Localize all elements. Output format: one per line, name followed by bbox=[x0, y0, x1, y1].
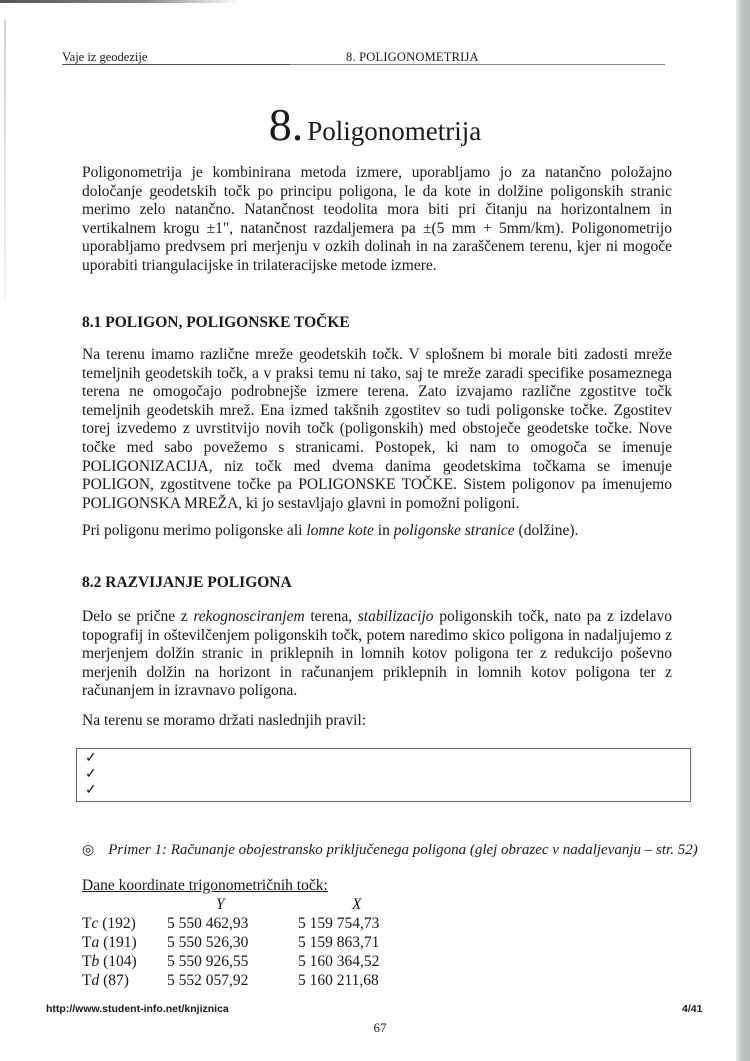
example-text: Primer 1: Računanje obojestransko priključenega poligona (glej obrazec v nadaljevanju – str. 52) bbox=[108, 842, 698, 858]
point-x: 5 159 863,71 bbox=[298, 934, 380, 951]
section-8-2-paragraph bbox=[82, 608, 672, 701]
point-name: Tb (104) bbox=[82, 953, 137, 970]
coordinates-header-row bbox=[82, 895, 482, 914]
footer-sheet-number: 4/41 bbox=[682, 1003, 703, 1015]
scan-edge-left bbox=[4, 20, 6, 300]
p-start: Delo se prične z bbox=[82, 608, 194, 625]
term-lomne-kote: lomne kote bbox=[306, 522, 374, 539]
point-x: 5 160 364,52 bbox=[298, 953, 380, 970]
point-x: 5 159 754,73 bbox=[298, 915, 380, 932]
measure-paragraph bbox=[82, 522, 672, 541]
check-icon: ✓ bbox=[85, 783, 97, 798]
point-y: 5 552 057,92 bbox=[167, 972, 249, 989]
term-rekognosciranjem: rekognosciranjem bbox=[193, 608, 305, 625]
chapter-title-text: Poligonometrija bbox=[307, 116, 482, 146]
point-y: 5 550 462,93 bbox=[167, 915, 249, 932]
example-line bbox=[82, 842, 698, 859]
table-row bbox=[82, 933, 482, 952]
scan-edge-right bbox=[736, 0, 750, 1061]
page-number: 67 bbox=[373, 1020, 387, 1035]
header-chapter-rule bbox=[290, 50, 665, 65]
footer-url-link[interactable]: http://www.student-info.net/knjiznica bbox=[46, 1003, 229, 1015]
chapter-title bbox=[0, 100, 750, 150]
column-header-y: Y bbox=[216, 896, 225, 913]
check-icon: ✓ bbox=[85, 751, 97, 766]
term-poligonske-stranice: poligonske stranice bbox=[393, 522, 515, 539]
point-name: Tc (192) bbox=[82, 915, 136, 932]
header-chapter: 8. POLIGONOMETRIJA bbox=[346, 50, 479, 64]
section-8-1-paragraph: Na terenu imamo različne mreže geodetskih točk. V splošnem bi morale biti zadosti mreže temeljnih geodetskih točk, a v praksi temu ni tako, saj te mreže zaradi specifike posameznega terena ne omogočajo podrobnejše izmere terena. Zato izvajamo različne zgostitve točk temeljnih geodetskih mrež. Ena izmed takšnih zgostitev so tudi poligonske točke. Zgostitev torej izvedemo z uvrstitvijo novih točk (poligonskih) med obstoječe geodetske točke. Nove točke med sabo povežemo s stranicami. Postopek, ki nam to omogoča se imenuje POLIGONIZACIJA, niz točk med dvema danima geodetskima točkama se imenuje POLIGON, zgostitvene točke pa POLIGONSKE TOČKE. Sistem poligonov pa imenujemo POLIGONSKA MREŽA, ki jo sestavljajo glavni in pomožni poligoni. bbox=[82, 346, 672, 512]
scan-edge-top bbox=[0, 0, 240, 3]
coordinates-title: Dane koordinate trigonometričnih točk: bbox=[82, 877, 328, 894]
measure-suffix: (dolžine). bbox=[514, 522, 579, 539]
section-8-1-heading: 8.1 POLIGON, POLIGONSKE TOČKE bbox=[82, 314, 350, 331]
point-x: 5 160 211,68 bbox=[298, 972, 379, 989]
target-bullet-icon: ◎ bbox=[82, 843, 95, 858]
check-icon: ✓ bbox=[85, 767, 97, 782]
rules-checklist-box bbox=[76, 748, 691, 802]
running-header bbox=[62, 50, 665, 65]
section-8-2-heading: 8.2 RAZVIJANJE POLIGONA bbox=[82, 574, 292, 591]
point-name: Ta (191) bbox=[82, 934, 137, 951]
coordinates-table bbox=[82, 895, 482, 990]
column-header-x: X bbox=[352, 896, 362, 913]
table-row bbox=[82, 952, 482, 971]
point-name: Td (87) bbox=[82, 972, 129, 989]
header-book-title: Vaje iz geodezije bbox=[62, 50, 290, 65]
table-row bbox=[82, 914, 482, 933]
measure-prefix: Pri poligonu merimo poligonske ali bbox=[82, 522, 307, 539]
p-mid: terena, bbox=[304, 608, 358, 625]
chapter-number: 8. bbox=[268, 99, 304, 150]
point-y: 5 550 526,30 bbox=[167, 934, 249, 951]
p-rest: poligonskih točk, nato pa z izdelavo topografij in oštevilčenjem poligonskih točk, potem naredimo skico poligona in nadaljujemo z merjenjem dolžin stranic in priklepnih in lomnih kotov poligona ter z redukcijo poševno merjenih dolžin na horizont in računanjem priklepnih in lomnih kotov poligona ter z računanjem in izravnavo poligona. bbox=[82, 608, 672, 700]
table-row bbox=[82, 971, 482, 990]
term-stabilizacijo: stabilizacijo bbox=[357, 608, 434, 625]
intro-paragraph: Poligonometrija je kombinirana metoda izmere, uporabljamo jo za natančno položajno določanje geodetskih točk po principu poligona, le da kote in dolžine poligonskih stranic merimo zelo natančno. Natančnost teodolita mora biti pri čitanju na horizontalnem in vertikalnem krogu ±1", natančnost razdaljemera pa ±(5 mm + 5mm/km). Poligonometrijo uporabljamo predvsem pri merjenju v ozkih dolinah in na zaraščenem terenu, kjer ni mogoče uporabiti triangulacijske in trilateracijske metode izmere. bbox=[82, 164, 672, 274]
point-y: 5 550 926,55 bbox=[167, 953, 249, 970]
rules-intro: Na terenu se moramo držati naslednjih pravil: bbox=[82, 712, 367, 729]
measure-mid: in bbox=[373, 522, 394, 539]
